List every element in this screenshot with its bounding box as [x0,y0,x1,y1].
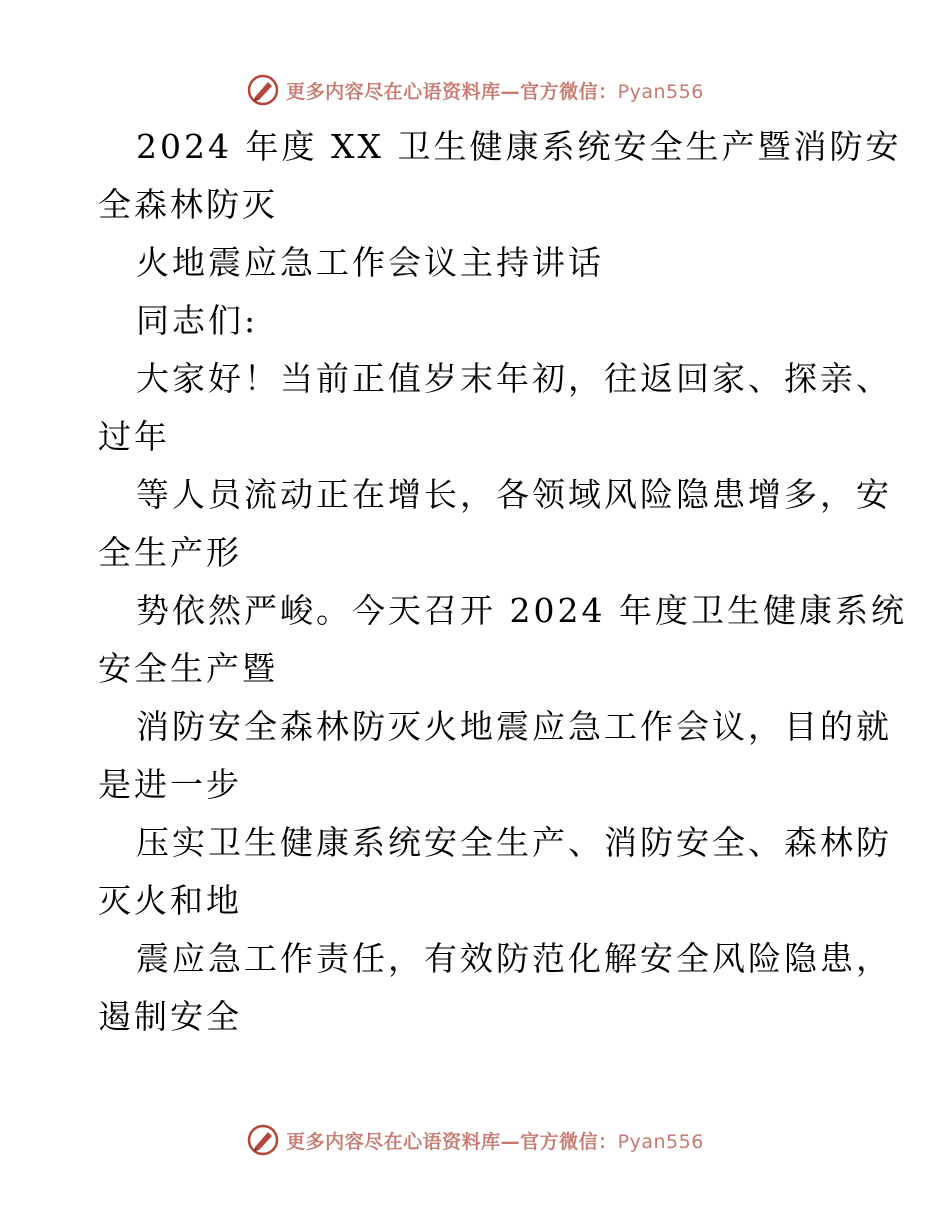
watermark-text: 更多内容尽在心语资料库—官方微信：Pyan556 [286,80,704,103]
watermark-text: 更多内容尽在心语资料库—官方微信：Pyan556 [286,1130,704,1153]
text-line: 全森林防灭 [98,185,278,224]
document-body [98,118,907,1046]
text-line: 火地震应急工作会议主持讲话 [136,243,604,282]
text-line: 势依然严峻。今天召开 2024 年度卫生健康系统 [136,591,907,630]
text-line: 过年 [98,417,170,456]
footer-watermark [0,1120,950,1160]
header-watermark [0,70,950,110]
text-line: 灭火和地 [98,881,242,920]
pen-logo-icon [246,1123,280,1157]
text-line: 全生产形 [98,533,242,572]
text-line: 等人员流动正在增长，各领域风险隐患增多，安 [136,475,892,514]
text-line: 安全生产暨 [98,649,278,688]
text-line: 遏制安全 [98,997,242,1036]
text-line: 大家好！当前正值岁末年初，往返回家、探亲、 [136,359,892,398]
text-line: 震应急工作责任，有效防范化解安全风险隐患， [136,939,892,978]
text-line: 压实卫生健康系统安全生产、消防安全、森林防 [136,823,892,862]
text-line: 2024 年度 XX 卫生健康系统安全生产暨消防安 [136,127,902,166]
pen-logo-icon [246,73,280,107]
text-line: 同志们: [136,301,259,340]
text-line: 是进一步 [98,765,242,804]
text-line: 消防安全森林防灭火地震应急工作会议，目的就 [136,707,892,746]
